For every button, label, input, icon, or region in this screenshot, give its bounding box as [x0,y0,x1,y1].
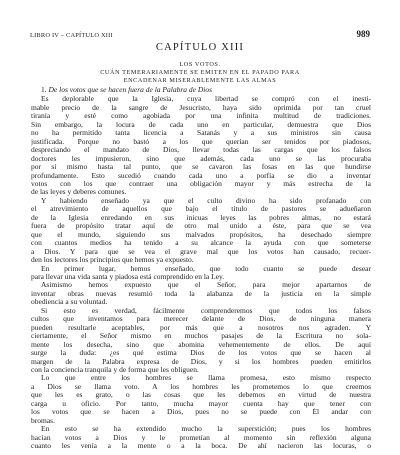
paragraph [31,281,371,306]
text-line: Y habiendo enseñado ya que el culto divino ha sido profanado con [41,196,371,205]
text-line: a Dios se llama voto. A los hombres les prometemos lo que creemos [31,382,371,391]
text-line: los votos que se hacen a Dios, pues no se puede con Él andar con [31,408,371,417]
text-line: hacían votos a Dios y le prometían al momento sin reflexión alguna [31,433,371,442]
text-line: ciertamente, el Señor mismo en muchos pasajes de la Escritura no sola- [31,332,371,341]
text-line: margen de la Palabra expresa de Dios, y si los hombres pueden emitirlos [31,357,371,366]
text-line: doctores les impusieron, sino que además, cada uno se las procuraba [31,154,371,163]
text-line: den los lectores los principios que hemos ya expuesto. [31,256,194,265]
text-line: cultos que inventamos para merecer delante de Dios, de ninguna manera [31,315,371,324]
section-title: De los votos que se hacen fuera de la Palabra de Dios [48,85,213,94]
page-number: 989 [356,29,370,39]
text-line: Es deplorable que la Iglesia, cuya libertad se compró con el inesti- [41,95,371,104]
text-line: a Dios. Y para que se vea el grave mal que los votos han causado, recuer- [31,247,371,256]
text-line: con la conciencia tranquila y de forma que les obliguen. [31,365,199,374]
text-line: cuanto les venía a la mente o a la boca. De ahí nacieron las locuras, o [31,442,371,451]
text-line: no ha permitido tanta licencia a Satanás y a sus ministros sin causa [31,129,371,138]
text-line: inventar obras nuevas resumió toda la alabanza de la justicia en la simple [31,289,371,298]
text-line: profundamente. Esto sucedió cuando cada uno a porfía se dio a inventar [31,171,371,180]
text-line: Sin embargo, la locura de cada uno en particular, demuestra que Dios [31,120,371,129]
text-line: bromas. [31,416,55,425]
text-line: En primer lugar, hemos enseñado, que todo cuanto se puede desear [41,264,371,273]
text-line: surge la duda: ¿es qué estima Dios de los votos que se hacen al [31,349,371,358]
text-line: de la Iglesia enredando en sus inicuas leyes las pobres almas, no estará [31,213,371,222]
text-line: Lo que entre los hombres se llama promesa, esto mismo respecto [41,374,371,383]
text-line: con cuantos medios ha tenido a su alcance la ayuda con que someterse [31,239,371,248]
text-line: tiranía y esté como agobiada por una infinita multitud de tradiciones. [31,112,371,121]
text-line: Asimismo hemos expuesto que el Señor, para mejor apartarnos de [41,281,371,290]
chapter-title: CAPÍTULO XIII [155,42,245,53]
text-line: el atrevimiento de aquellos que bajo el título de pastores se adueñaron [31,205,371,214]
subtitle-line: LOS VOTOS. [179,61,221,68]
paragraph [31,95,371,196]
subtitle-line: ENCADENAR MISERABLEMENTE LAS ALMAS [123,76,277,84]
text-line: mente los desecha, sino que abomina vehementemente de ellos. De aquí [31,340,371,349]
running-title: LIBRO IV – CAPÍTULO XIII [30,32,113,39]
text-line: carga u oficio. Por tanto, mucha mayor cuenta hay que tener con [31,399,371,408]
paragraph [31,265,371,282]
paragraph [31,425,371,450]
subtitle-line: CUÁN TEMERARIAMENTE SE EMITEN EN EL PAPADO PARA [100,68,300,76]
text-line: mable precio de la sangre de Jesucristo, haya sido oprimida por tan cruel [31,103,371,112]
text-line: fuera de propósito tratar aquí de otro mal unido a éste, para que se vea [31,222,371,231]
body-text [31,86,371,450]
running-header [30,29,370,39]
text-line: votos con los que contraer una obligación mayor y más estrecha de la [31,179,371,188]
text-line: obediencia a su voluntad. [31,298,108,307]
paragraph [31,197,371,265]
section-number: 1. [41,85,49,94]
paragraph [31,307,371,375]
chapter-subtitle [48,61,352,84]
text-line: por sí mismo hasta tal punto, que se cavaron las fosas en las que hundirse [31,163,371,172]
text-line: justificada. Porque no bastó a los que querían ser tenidos por piadosos, [31,137,371,146]
text-line: para llevar una vida santa y piadosa está comprendido en la Ley. [31,272,225,281]
text-line: que el mundo, siguiendo sus malvados propósitos, ha desechado siempre [31,230,371,239]
text-line: pueden resultarle aceptables, por más que a nosotros nos agraden. Y [31,323,371,332]
text-line: de las leyes y deberes comunes. [31,188,127,197]
text-line: Si esto es verdad, fácilmente comprenderemos que todos los falsos [41,306,371,315]
text-line: que les es grato, o las cosas que les debemos en virtud de nuestra [31,391,371,400]
text-line: despreciando el mandato de Dios, llevar todas las cargas que los falsos [31,146,371,155]
section-heading [31,86,371,94]
text-line: En esto se ha extendido mucho la superstición; pues los hombres [41,425,371,434]
paragraph [31,374,371,425]
